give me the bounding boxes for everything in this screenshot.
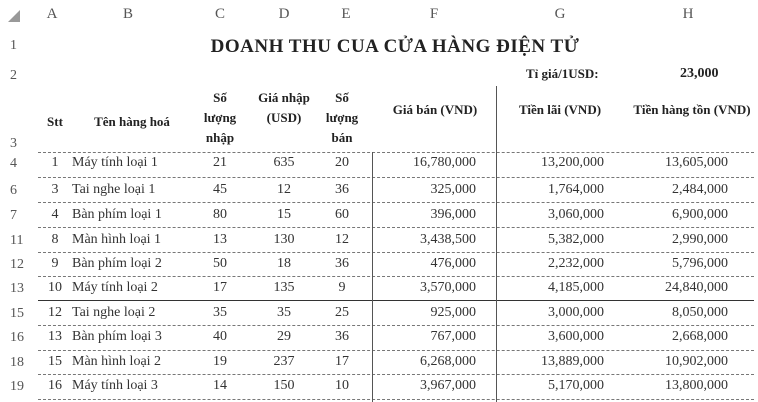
cell-qty-in[interactable]: 13: [213, 232, 227, 247]
cell-profit[interactable]: 2,232,000: [548, 256, 604, 271]
cell-sell-price[interactable]: 476,000: [430, 256, 476, 271]
row-gridline: [38, 152, 754, 153]
row-gridline: [38, 177, 754, 178]
row-number[interactable]: 12: [10, 257, 24, 272]
cell-qty-sold[interactable]: 17: [335, 354, 349, 369]
row-number[interactable]: 6: [10, 183, 17, 198]
cell-qty-in[interactable]: 35: [213, 305, 227, 320]
row-number[interactable]: 2: [10, 68, 17, 83]
cell-stock-value[interactable]: 2,484,000: [672, 182, 728, 197]
cell-stock-value[interactable]: 10,902,000: [665, 354, 728, 369]
cell-stt[interactable]: 8: [51, 232, 59, 247]
row-gridline: [38, 252, 754, 253]
column-border: [372, 152, 373, 402]
cell-qty-sold[interactable]: 60: [335, 207, 349, 222]
row-number[interactable]: 1: [10, 38, 17, 53]
row-number[interactable]: 7: [10, 208, 17, 223]
cell-product-name[interactable]: Màn hình loại 1: [72, 232, 162, 247]
row-gridline: [38, 350, 754, 351]
cell-sell-price[interactable]: 6,268,000: [420, 354, 476, 369]
header-stock-value[interactable]: Tiền hàng tồn (VND): [633, 102, 751, 117]
column-header-g[interactable]: G: [554, 6, 566, 22]
header-profit[interactable]: Tiền lãi (VND): [518, 102, 602, 117]
cell-stt[interactable]: 4: [51, 207, 59, 222]
select-all-corner[interactable]: [6, 8, 22, 24]
row-gridline: [38, 202, 754, 203]
cell-price-in[interactable]: 12: [277, 182, 291, 197]
cell-sell-price[interactable]: 3,967,000: [420, 378, 476, 393]
cell-stt[interactable]: 3: [51, 182, 59, 197]
column-header-f[interactable]: F: [429, 6, 439, 22]
cell-qty-in[interactable]: 40: [213, 329, 227, 344]
column-header-c[interactable]: C: [214, 6, 225, 22]
header-qty-in[interactable]: Số lượng nhập: [203, 90, 237, 145]
cell-sell-price[interactable]: 767,000: [430, 329, 476, 344]
cell-stt[interactable]: 13: [48, 329, 62, 344]
cell-stock-value[interactable]: 2,668,000: [672, 329, 728, 344]
cell-price-in[interactable]: 635: [273, 155, 295, 170]
cell-stt[interactable]: 1: [51, 155, 59, 170]
cell-stock-value[interactable]: 2,990,000: [672, 232, 728, 247]
cell-qty-sold[interactable]: 20: [335, 155, 349, 170]
cell-qty-in[interactable]: 21: [213, 155, 227, 170]
row-number[interactable]: 3: [10, 136, 17, 151]
cell-qty-in[interactable]: 50: [213, 256, 227, 271]
cell-profit[interactable]: 1,764,000: [548, 182, 604, 197]
row-gridline: [38, 276, 754, 277]
header-sell-price[interactable]: Giá bán (VND): [392, 102, 478, 117]
cell-product-name[interactable]: Bàn phím loại 1: [72, 207, 162, 222]
cell-product-name[interactable]: Máy tính loại 2: [72, 280, 158, 295]
cell-price-in[interactable]: 135: [273, 280, 295, 295]
cell-qty-sold[interactable]: 36: [335, 182, 349, 197]
cell-profit[interactable]: 4,185,000: [548, 280, 604, 295]
column-header-d[interactable]: D: [278, 6, 290, 22]
row-gridline: [38, 227, 754, 228]
cell-stock-value[interactable]: 24,840,000: [665, 280, 728, 295]
row-number[interactable]: 15: [10, 306, 24, 321]
cell-profit[interactable]: 3,060,000: [548, 207, 604, 222]
cell-qty-in[interactable]: 19: [213, 354, 227, 369]
column-header-b[interactable]: B: [122, 6, 133, 22]
row-gridline: [38, 325, 754, 326]
cell-price-in[interactable]: 237: [273, 354, 295, 369]
column-border: [496, 86, 497, 402]
column-header-a[interactable]: A: [46, 6, 58, 22]
exchange-rate-value[interactable]: 23,000: [680, 66, 719, 81]
cell-profit[interactable]: 13,200,000: [541, 155, 604, 170]
cell-stt[interactable]: 9: [51, 256, 59, 271]
header-product-name[interactable]: Tên hàng hoá: [94, 114, 170, 129]
cell-stt[interactable]: 12: [48, 305, 62, 320]
cell-price-in[interactable]: 35: [277, 305, 291, 320]
cell-qty-sold[interactable]: 36: [335, 329, 349, 344]
row-number[interactable]: 16: [10, 330, 24, 345]
cell-sell-price[interactable]: 16,780,000: [413, 155, 476, 170]
cell-price-in[interactable]: 15: [277, 207, 291, 222]
cell-product-name[interactable]: Màn hình loại 2: [72, 354, 162, 369]
column-header-h[interactable]: H: [682, 6, 694, 22]
cell-stt[interactable]: 10: [48, 280, 62, 295]
cell-price-in[interactable]: 130: [273, 232, 295, 247]
cell-profit[interactable]: 3,000,000: [548, 305, 604, 320]
header-qty-sold[interactable]: Số lượng bán: [325, 90, 359, 145]
select-all-triangle-icon: [6, 8, 22, 24]
cell-product-name[interactable]: Bàn phím loại 2: [72, 256, 162, 271]
cell-qty-in[interactable]: 17: [213, 280, 227, 295]
cell-qty-sold[interactable]: 36: [335, 256, 349, 271]
cell-product-name[interactable]: Tai nghe loại 2: [72, 305, 156, 320]
row-number[interactable]: 18: [10, 355, 24, 370]
cell-stock-value[interactable]: 13,800,000: [665, 378, 728, 393]
cell-product-name[interactable]: Máy tính loại 3: [72, 378, 158, 393]
cell-sell-price[interactable]: 925,000: [430, 305, 476, 320]
cell-profit[interactable]: 5,382,000: [548, 232, 604, 247]
exchange-rate-label[interactable]: Tỉ giá/1USD:: [526, 66, 599, 81]
cell-stt[interactable]: 15: [48, 354, 62, 369]
cell-qty-in[interactable]: 14: [213, 378, 227, 393]
cell-profit[interactable]: 5,170,000: [548, 378, 604, 393]
cell-price-in[interactable]: 18: [277, 256, 291, 271]
row-number[interactable]: 11: [10, 233, 24, 248]
cell-stock-value[interactable]: 6,900,000: [672, 207, 728, 222]
cell-stock-value[interactable]: 5,796,000: [672, 256, 728, 271]
cell-profit[interactable]: 13,889,000: [541, 354, 604, 369]
cell-sell-price[interactable]: 325,000: [430, 182, 476, 197]
cell-product-name[interactable]: Tai nghe loại 1: [72, 182, 156, 197]
row-number[interactable]: 13: [10, 281, 24, 296]
cell-sell-price[interactable]: 396,000: [430, 207, 476, 222]
cell-sell-price[interactable]: 3,570,000: [420, 280, 476, 295]
cell-product-name[interactable]: Máy tính loại 1: [72, 155, 158, 170]
row-gridline: [38, 399, 754, 400]
row-number[interactable]: 4: [10, 156, 17, 171]
header-stt[interactable]: Stt: [47, 114, 63, 129]
cell-qty-sold[interactable]: 12: [335, 232, 349, 247]
cell-price-in[interactable]: 29: [277, 329, 291, 344]
sheet-title[interactable]: DOANH THU CUA CỬA HÀNG ĐIỆN TỬ: [210, 36, 580, 57]
cell-profit[interactable]: 3,600,000: [548, 329, 604, 344]
header-price-in[interactable]: Giá nhập (USD): [258, 90, 310, 125]
cell-stock-value[interactable]: 13,605,000: [665, 155, 728, 170]
cell-stock-value[interactable]: 8,050,000: [672, 305, 728, 320]
column-header-e[interactable]: E: [341, 6, 351, 22]
cell-sell-price[interactable]: 3,438,500: [420, 232, 476, 247]
cell-qty-sold[interactable]: 10: [335, 378, 349, 393]
row-gridline: [38, 374, 754, 375]
cell-qty-in[interactable]: 45: [213, 182, 227, 197]
row-border: [38, 300, 754, 301]
cell-product-name[interactable]: Bàn phím loại 3: [72, 329, 162, 344]
cell-stt[interactable]: 16: [48, 378, 62, 393]
row-number[interactable]: 19: [10, 379, 24, 394]
cell-qty-sold[interactable]: 9: [338, 280, 346, 295]
cell-qty-sold[interactable]: 25: [335, 305, 349, 320]
cell-qty-in[interactable]: 80: [213, 207, 227, 222]
cell-price-in[interactable]: 150: [273, 378, 295, 393]
